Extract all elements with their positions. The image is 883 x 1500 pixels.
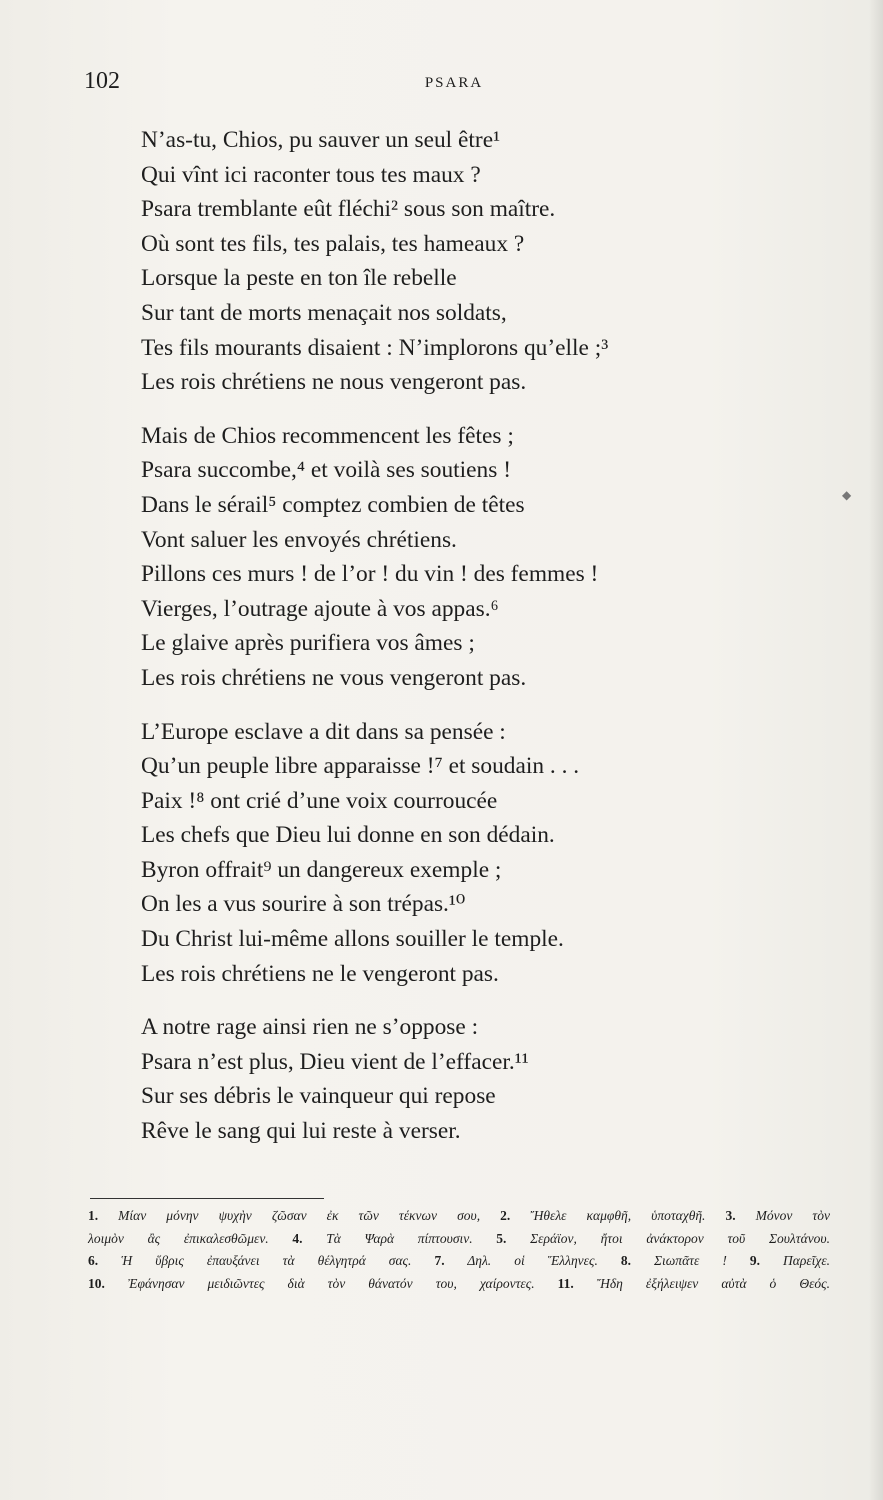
verse-line: Les chefs que Dieu lui donne en son dédain. (141, 822, 555, 849)
footnote-number: 10. (88, 1275, 105, 1291)
footnote-text: Μίαν μόνην ψυχὴν ζῶσαν ἐκ τῶν τέκνων σου, (98, 1208, 481, 1223)
verse-line: Le glaive après purifiera vos âmes ; (141, 630, 475, 657)
verse-line: Pillons ces murs ! de l’or ! du vin ! des femmes ! (141, 561, 599, 588)
footnote-text: Σιωπᾶτε ! (630, 1253, 727, 1268)
verse-line: N’as-tu, Chios, pu sauver un seul être¹ (141, 127, 501, 153)
footnote-number: 11. (557, 1275, 574, 1291)
margin-speck: ◆ (842, 488, 852, 502)
page-gutter-shadow (869, 0, 883, 1500)
footnote-line (88, 1250, 830, 1273)
verse-line: Byron offrait⁹ un dangereux exemple ; (141, 856, 502, 883)
verse-line: A notre rage ainsi rien ne s’oppose : (141, 1014, 479, 1041)
verse-line: Psara tremblante eût fléchi² sous son maître. (141, 196, 556, 223)
footnote-text: Ἐφάνησαν μειδιῶντες διὰ τὸν θάνατόν του, χαίροντες. (104, 1275, 535, 1291)
footnote-text: Τὰ Ψαρὰ πίπτουσιν. (302, 1230, 473, 1246)
verse-line: L’Europe esclave a dit dans sa pensée : (141, 718, 506, 745)
footnote-separator (90, 1198, 324, 1199)
footnote-text: Δηλ. οἱ Ἕλληνες. (444, 1253, 598, 1268)
footnote-number: 5. (496, 1230, 507, 1246)
verse-line: On les a vus sourire à son trépas.¹⁰ (141, 891, 466, 918)
verse-line: Sur ses débris le vainqueur qui repose (141, 1083, 496, 1110)
stanza-3 (141, 715, 821, 992)
verse-line: Psara succombe,⁴ et voilà ses soutiens ! (141, 457, 511, 484)
verse-line: Les rois chrétiens ne vous vengeront pas. (141, 664, 527, 691)
footnote-line (88, 1273, 830, 1296)
verse-line: Dans le sérail⁵ comptez combien de têtes (141, 491, 525, 518)
footnote-text: Ἤδη ἐξήλειψεν αὐτὰ ὁ Θεός. (573, 1275, 831, 1291)
verse-line: Les rois chrétiens ne nous vengeront pas. (141, 369, 527, 396)
footnote-number: 1. (88, 1208, 99, 1223)
verse-line: Tes fils mourants disaient : N’implorons qu’elle ;³ (141, 334, 609, 361)
verse-line: Les rois chrétiens ne le vengeront pas. (141, 960, 499, 987)
footnote-number: 6. (88, 1253, 99, 1268)
verse-line: Psara n’est plus, Dieu vient de l’effacer.¹¹ (141, 1048, 529, 1075)
verse-line: Du Christ lui-même allons souiller le temple. (141, 926, 564, 953)
footnote-text: Ἡ ὕβρις ἐπαυξάνει τὰ θέλγητρά σας. (98, 1253, 412, 1268)
footnotes (88, 1205, 830, 1295)
stanza-2 (141, 419, 821, 696)
verse-line: Sur tant de morts menaçait nos soldats, (141, 299, 507, 326)
verse-line: Rêve le sang qui lui reste à verser. (141, 1118, 461, 1145)
footnote-text: Παρεῖχε. (759, 1253, 831, 1268)
verse-line: Vierges, l’outrage ajoute à vos appas.⁶ (141, 595, 499, 622)
verse-line: Paix !⁸ ont crié d’une voix courroucée (141, 787, 498, 814)
footnote-number: 3. (725, 1208, 736, 1223)
footnote-number: 7. (434, 1253, 445, 1268)
footnote-number: 8. (620, 1253, 631, 1268)
verse-line: Vont saluer les envoyés chrétiens. (141, 526, 457, 553)
stanza-4 (141, 1010, 821, 1148)
verse-line: Qu’un peuple libre apparaisse !⁷ et soudain . . . (141, 753, 580, 780)
verse-line: Lorsque la peste en ton île rebelle (141, 265, 457, 292)
footnote-text: Ἤθελε καμφθῆ, ὑποταχθῆ. (510, 1208, 706, 1223)
verse-line: Qui vînt ici raconter tous tes maux ? (141, 161, 481, 188)
footnote-number: 2. (500, 1208, 511, 1223)
page-header (84, 68, 824, 100)
page-number: 102 (84, 68, 120, 94)
stanza-1 (141, 123, 821, 400)
footnote-number: 9. (749, 1253, 760, 1268)
footnote-text: Μόνον τὸν (735, 1208, 831, 1223)
footnote-text: Σεράϊον, ἤτοι ἀνάκτορον τοῦ Σουλτάνου. (506, 1230, 831, 1246)
running-title: PSARA (424, 75, 484, 91)
verse-line: Où sont tes fils, tes palais, tes hameaux ? (141, 230, 525, 257)
verse-line: Mais de Chios recommencent les fêtes ; (141, 422, 514, 449)
poem (141, 123, 821, 1168)
footnote-number: 4. (292, 1230, 303, 1246)
footnote-line (88, 1205, 830, 1228)
footnote-line (88, 1228, 830, 1251)
footnote-text: λοιμὸν ἂς ἐπικαλεσθῶμεν. (88, 1230, 269, 1246)
